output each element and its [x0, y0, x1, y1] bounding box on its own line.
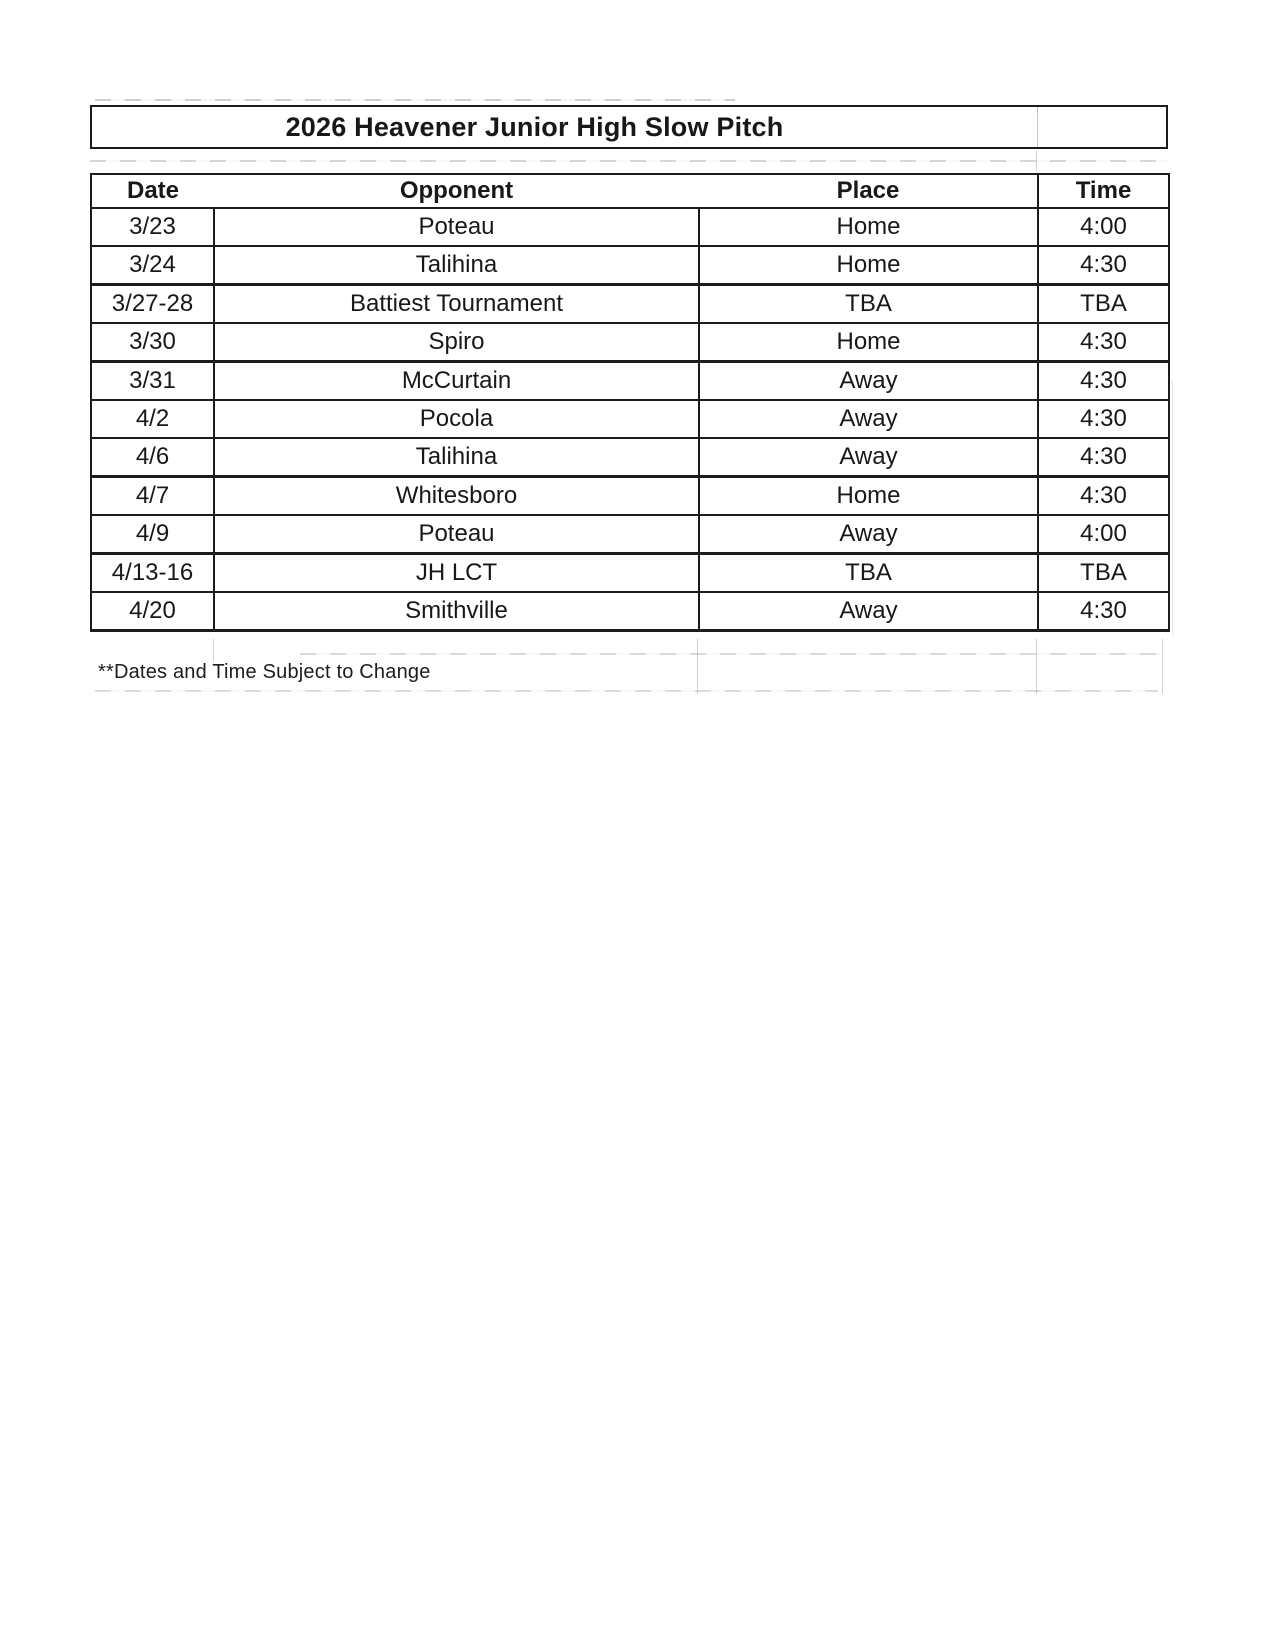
table-row [91, 285, 1169, 324]
place-cell: Away [699, 592, 1038, 631]
time-cell: 4:30 [1038, 592, 1169, 631]
page-title: 2026 Heavener Junior High Slow Pitch [285, 111, 784, 142]
schedule-table [90, 173, 1170, 632]
opponent-cell: Pocola [214, 400, 699, 438]
date-cell: 3/30 [91, 323, 214, 362]
time-cell: TBA [1038, 554, 1169, 593]
opponent-cell: Spiro [214, 323, 699, 362]
scan-artifact [1036, 639, 1037, 694]
time-cell: 4:30 [1038, 438, 1169, 477]
table-row [91, 362, 1169, 401]
table-row [91, 246, 1169, 285]
scan-artifact [1172, 380, 1173, 635]
place-cell: Away [699, 515, 1038, 554]
opponent-cell: Smithville [214, 592, 699, 631]
col-header-place: Place [699, 174, 1038, 208]
scan-artifact [1036, 151, 1037, 171]
time-cell: 4:00 [1038, 208, 1169, 246]
date-cell: 4/20 [91, 592, 214, 631]
place-cell: Away [699, 438, 1038, 477]
scan-artifact [300, 653, 1160, 655]
time-cell: 4:30 [1038, 323, 1169, 362]
scan-artifact [90, 160, 1168, 162]
col-header-opponent: Opponent [214, 174, 699, 208]
title-cell [92, 107, 1037, 147]
date-cell: 3/23 [91, 208, 214, 246]
footnote: **Dates and Time Subject to Change [98, 661, 431, 683]
title-empty-cell [1037, 107, 1166, 147]
opponent-cell: Talihina [214, 246, 699, 285]
time-cell: 4:30 [1038, 362, 1169, 401]
opponent-cell: Poteau [214, 208, 699, 246]
table-row [91, 323, 1169, 362]
scan-artifact [95, 690, 1158, 692]
date-cell: 3/24 [91, 246, 214, 285]
opponent-cell: Whitesboro [214, 477, 699, 516]
table-row [91, 438, 1169, 477]
title-box [90, 105, 1168, 149]
table-row [91, 208, 1169, 246]
table-row [91, 554, 1169, 593]
place-cell: Home [699, 323, 1038, 362]
place-cell: Home [699, 246, 1038, 285]
time-cell: 4:30 [1038, 400, 1169, 438]
opponent-cell: Battiest Tournament [214, 285, 699, 324]
opponent-cell: JH LCT [214, 554, 699, 593]
scan-artifact [95, 99, 735, 101]
time-cell: 4:30 [1038, 477, 1169, 516]
date-cell: 4/9 [91, 515, 214, 554]
col-header-date: Date [91, 174, 214, 208]
table-row [91, 477, 1169, 516]
date-cell: 4/13-16 [91, 554, 214, 593]
schedule-body [91, 208, 1169, 631]
date-cell: 4/6 [91, 438, 214, 477]
scan-artifact [697, 639, 698, 694]
date-cell: 4/7 [91, 477, 214, 516]
scan-artifact [213, 639, 214, 661]
header-row [91, 174, 1169, 208]
place-cell: Home [699, 208, 1038, 246]
opponent-cell: McCurtain [214, 362, 699, 401]
date-cell: 4/2 [91, 400, 214, 438]
table-row [91, 592, 1169, 631]
place-cell: Home [699, 477, 1038, 516]
table-row [91, 400, 1169, 438]
date-cell: 3/27-28 [91, 285, 214, 324]
place-cell: TBA [699, 285, 1038, 324]
place-cell: TBA [699, 554, 1038, 593]
place-cell: Away [699, 400, 1038, 438]
opponent-cell: Talihina [214, 438, 699, 477]
time-cell: 4:30 [1038, 246, 1169, 285]
time-cell: 4:00 [1038, 515, 1169, 554]
place-cell: Away [699, 362, 1038, 401]
time-cell: TBA [1038, 285, 1169, 324]
scan-artifact [1162, 639, 1163, 694]
date-cell: 3/31 [91, 362, 214, 401]
opponent-cell: Poteau [214, 515, 699, 554]
table-row [91, 515, 1169, 554]
col-header-time: Time [1038, 174, 1169, 208]
